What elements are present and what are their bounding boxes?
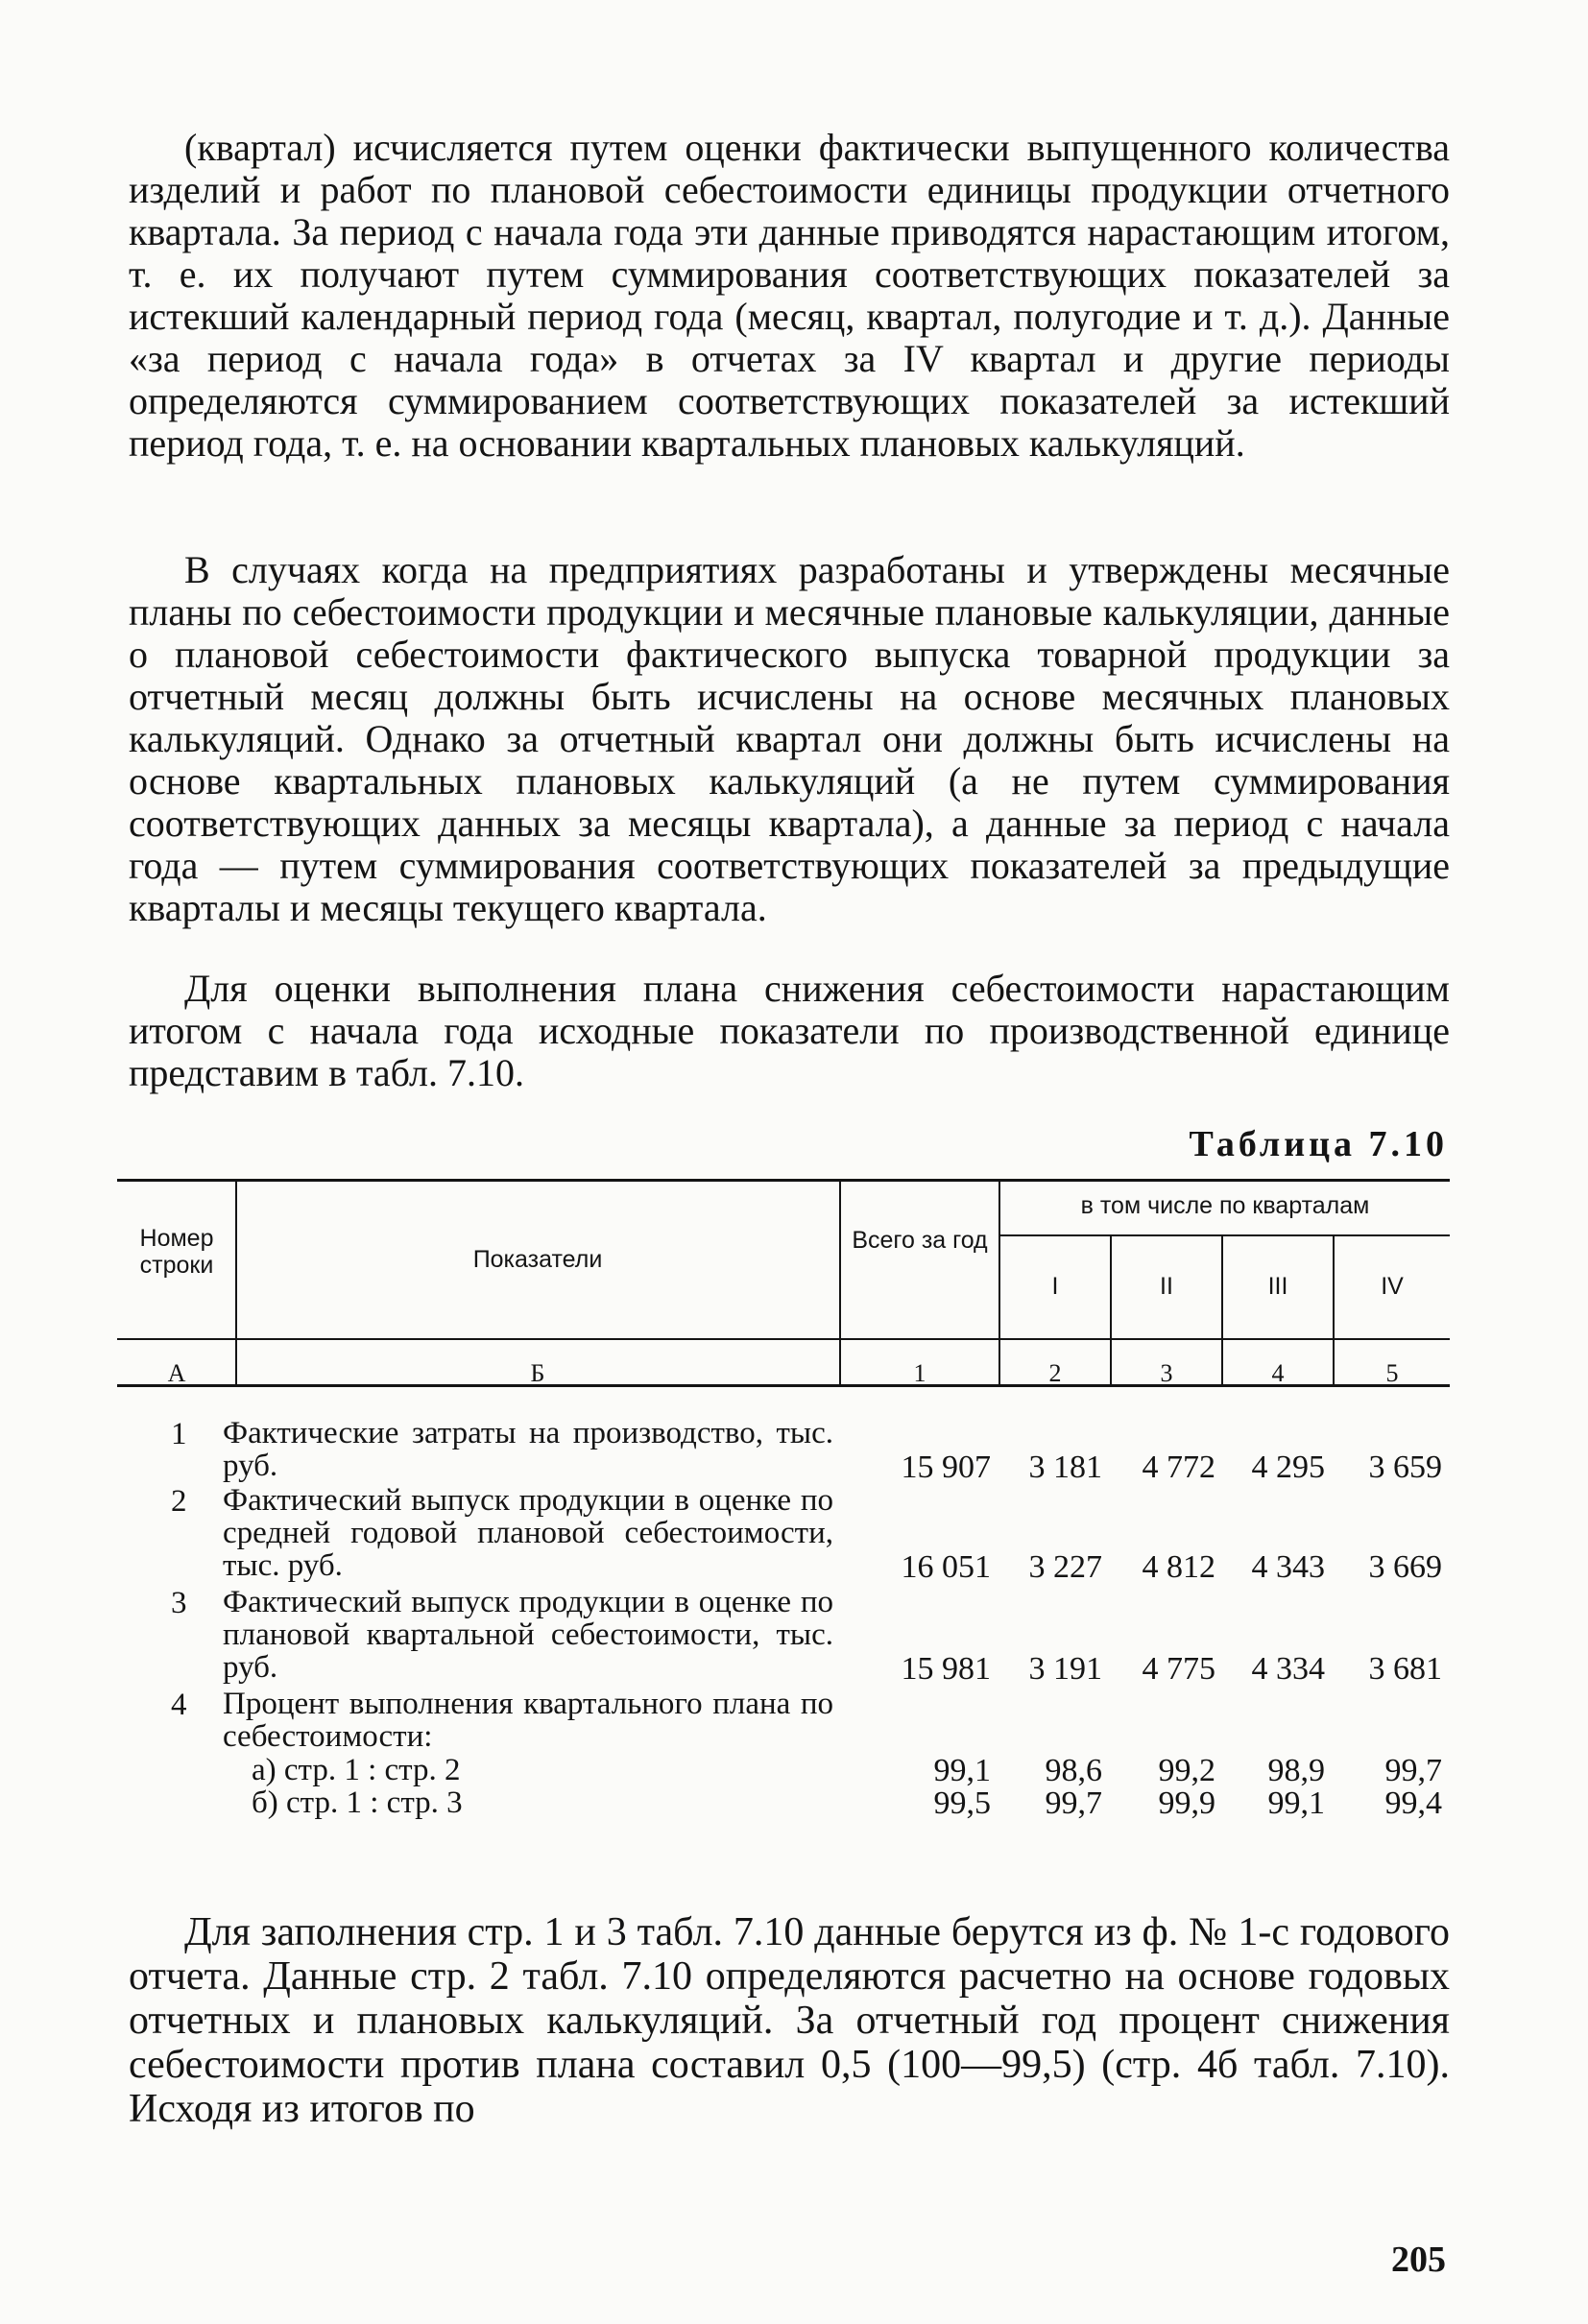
paragraph-4	[129, 1910, 1450, 2131]
subrow-b-label: б) стр. 1 : стр. 3	[252, 1785, 463, 1820]
row-3-q3: 4 334	[1251, 1651, 1325, 1687]
table-caption: Таблица 7.10	[1189, 1124, 1448, 1164]
subrow-b-q3: 99,1	[1267, 1785, 1325, 1821]
row-4-label: Процент выполнения квартального плана по себестоимости:	[223, 1687, 833, 1754]
col-divider-1	[235, 1181, 237, 1386]
subrow-b-q1: 99,7	[1045, 1785, 1102, 1821]
paragraph-1	[129, 127, 1450, 465]
paragraph-4-text: Для заполнения стр. 1 и 3 табл. 7.10 данные берутся из ф. № 1-с годового отчета. Данные стр. 2 табл. 7.10 определяются расчетно на основе годовых отчетных и плановых калькуляций. За отчетный год процент снижения себестоимости против плана составил 0,5 (100—99,5) (стр. 4б табл. 7.10). Исходя из итогов по	[129, 1910, 1450, 2131]
header-row-number: Номер строки	[139, 1225, 214, 1279]
subrow-a-q4: 99,7	[1384, 1753, 1442, 1788]
page-number: 205	[1391, 2240, 1446, 2280]
header-total: Всего за год	[852, 1227, 988, 1254]
subrow-a-q2: 99,2	[1158, 1753, 1215, 1788]
row-3-q1: 3 191	[1028, 1651, 1102, 1687]
subrow-a-q3: 98,9	[1267, 1753, 1325, 1788]
row-3-q4: 3 681	[1368, 1651, 1442, 1687]
subrow-b-q4: 99,4	[1384, 1785, 1442, 1821]
header-q1: I	[1051, 1273, 1059, 1300]
index-cell-2: 2	[1048, 1359, 1062, 1387]
row-1-number: 1	[171, 1417, 187, 1451]
index-cell-4: 4	[1271, 1359, 1285, 1387]
row-1-label: Фактические затраты на производство, тыс. руб.	[223, 1416, 833, 1483]
row-3-q2: 4 775	[1142, 1651, 1215, 1687]
header-q3: III	[1267, 1273, 1288, 1300]
row-1-q1: 3 181	[1028, 1450, 1102, 1485]
row-2-number: 2	[171, 1484, 187, 1519]
index-cell-b: Б	[530, 1359, 545, 1387]
header-q4: IV	[1381, 1273, 1404, 1300]
header-bottom-rule	[117, 1338, 1450, 1340]
row-2-q3: 4 343	[1251, 1549, 1325, 1585]
row-3-total: 15 981	[901, 1651, 991, 1687]
row-2-q4: 3 669	[1368, 1549, 1442, 1585]
index-cell-3: 3	[1160, 1359, 1173, 1387]
paragraph-2	[129, 549, 1450, 929]
index-cell-a: А	[167, 1359, 186, 1387]
row-1-q4: 3 659	[1368, 1450, 1442, 1485]
row-1-q2: 4 772	[1142, 1450, 1215, 1485]
row-3-number: 3	[171, 1586, 187, 1620]
paragraph-2-text: В случаях когда на предприятиях разработаны и утверждены месячные планы по себестоимости продукции и месячные плановые калькуляции, данные о плановой себестоимости фактического выпуска товарной продукции за отчетный месяц должны быть исчислены на основе месячных плановых калькуляций. Однако за отчетный квартал они должны быть исчислены на основе квартальных плановых калькуляций (а не путем суммирования соответствующих данных за месяцы квартала), а данные за период с начала года — путем суммирования соответствующих показателей за предыдущие кварталы и месяцы текущего квартала.	[129, 548, 1450, 929]
row-2-label: Фактический выпуск продукции в оценке по средней годовой плановой себестоимости, тыс. руб.	[223, 1483, 833, 1583]
table-top-rule	[117, 1179, 1450, 1182]
subrow-a-q1: 98,6	[1045, 1753, 1102, 1788]
index-cell-5: 5	[1385, 1359, 1399, 1387]
subrow-b-q2: 99,9	[1158, 1785, 1215, 1821]
subrow-a-label: а) стр. 1 : стр. 2	[252, 1753, 461, 1787]
row-2-total: 16 051	[901, 1549, 991, 1585]
paragraph-3	[129, 968, 1450, 1094]
paragraph-1-text: (квартал) исчисляется путем оценки фактически выпущенного количества изделий и работ по плановой себестоимости единицы продукции отчетного квартала. За период с начала года эти данные приводятся нарастающим итогом, т. е. их получают путем суммирования соответствующих показателей за истекший календарный период года (месяц, квартал, полугодие и т. д.). Данные «за период с начала года» в отчетах за IV квартал и другие периоды определяются суммированием соответствующих показателей за истекший период года, т. е. на основании квартальных плановых калькуляций.	[129, 126, 1450, 465]
row-2-q1: 3 227	[1028, 1549, 1102, 1585]
row-1-total: 15 907	[901, 1450, 991, 1485]
row-4-number: 4	[171, 1688, 187, 1722]
quarters-group-rule	[999, 1234, 1450, 1236]
header-q2: II	[1160, 1273, 1173, 1300]
subrow-a-total: 99,1	[933, 1753, 991, 1788]
paragraph-3-text: Для оценки выполнения плана снижения себестоимости нарастающим итогом с начала года исходные показатели по производственной единице представим в табл. 7.10.	[129, 967, 1450, 1094]
subrow-b-total: 99,5	[933, 1785, 991, 1821]
index-cell-1: 1	[913, 1359, 926, 1387]
header-indicators: Показатели	[472, 1246, 603, 1273]
col-divider-2	[839, 1181, 841, 1386]
header-quarters-group: в том числе по кварталам	[1080, 1192, 1370, 1219]
row-2-q2: 4 812	[1142, 1549, 1215, 1585]
row-1-q3: 4 295	[1251, 1450, 1325, 1485]
row-3-label: Фактический выпуск продукции в оценке по плановой квартальной себестоимости, тыс. руб.	[223, 1585, 833, 1685]
